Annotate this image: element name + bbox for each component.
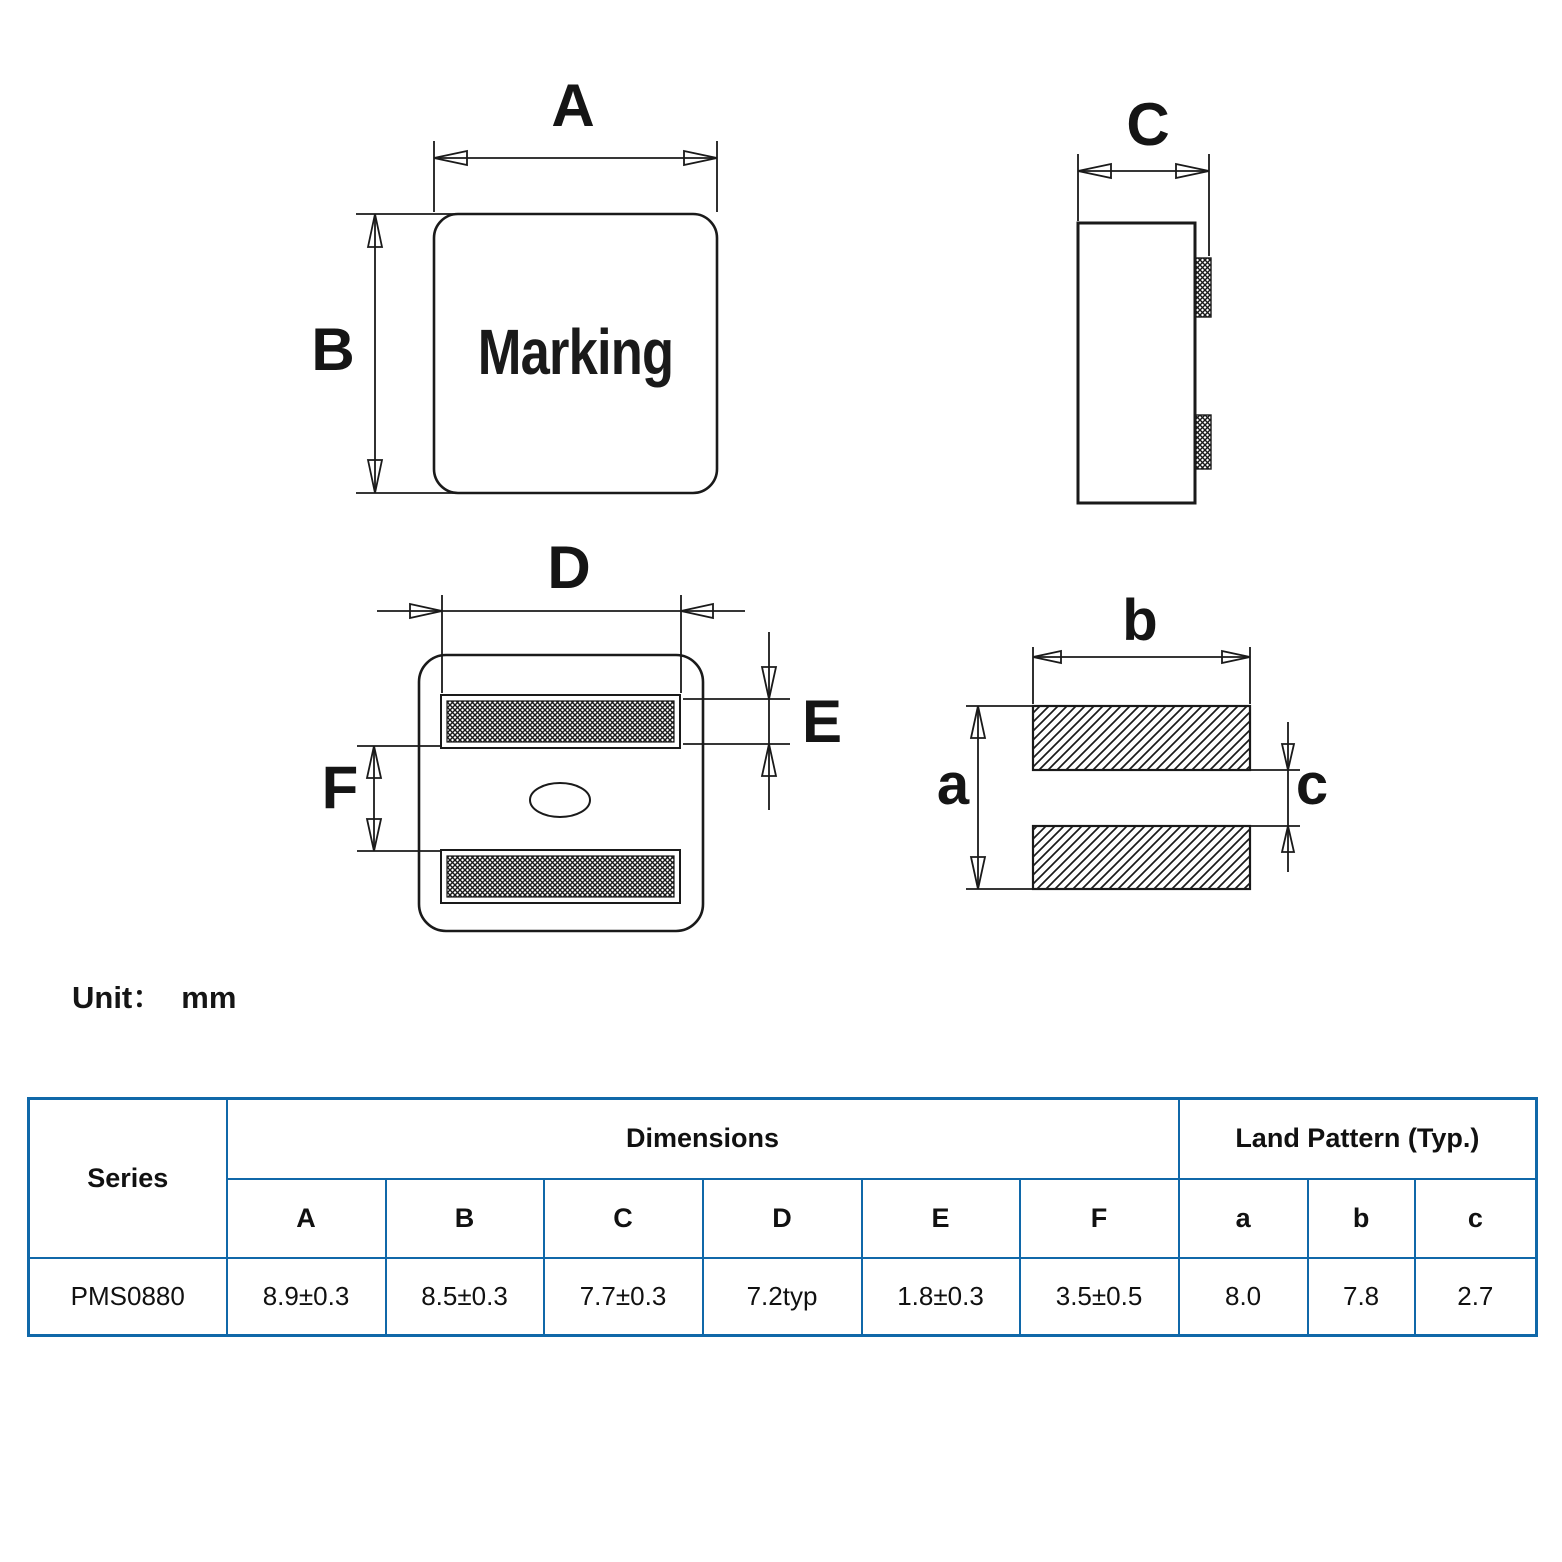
cell-land-b: 7.8 — [1308, 1258, 1415, 1336]
land-pad-bottom — [1033, 826, 1250, 889]
cell-dim-C: 7.7±0.3 — [544, 1258, 703, 1336]
table-subheader-A: A — [227, 1179, 386, 1258]
land-pattern-drawing — [966, 647, 1300, 889]
table-subheader-a: a — [1179, 1179, 1308, 1258]
table-subheader-F: F — [1020, 1179, 1179, 1258]
dim-label-a: a — [936, 752, 970, 817]
center-ellipse-mark — [530, 783, 590, 817]
cell-dim-E: 1.8±0.3 — [862, 1258, 1020, 1336]
cell-dim-A: 8.9±0.3 — [227, 1258, 386, 1336]
dim-c-extension-lines — [1078, 154, 1209, 256]
dim-d-extension-lines — [442, 595, 681, 693]
cell-land-c: 2.7 — [1415, 1258, 1537, 1336]
unit-note — [72, 972, 236, 1017]
dim-lp-b-extension-lines — [1033, 647, 1250, 704]
dim-b-extension-lines — [356, 214, 462, 493]
side-body-outline — [1078, 223, 1195, 503]
dim-label-B: B — [311, 316, 355, 383]
cell-land-a: 8.0 — [1179, 1258, 1308, 1336]
table-header-dimensions: Dimensions — [227, 1099, 1179, 1179]
dim-e-extension-lines — [683, 699, 790, 744]
dim-label-F: F — [321, 754, 359, 821]
dim-label-b: b — [1122, 588, 1158, 653]
dim-label-C: C — [1126, 91, 1170, 158]
side-terminal-bottom — [1195, 415, 1211, 469]
cell-dim-B: 8.5±0.3 — [386, 1258, 544, 1336]
dim-label-c: c — [1295, 752, 1329, 817]
unit-note-value: mm — [181, 980, 237, 1015]
unit-note-label: Unit： — [72, 980, 164, 1015]
dim-label-A: A — [551, 72, 595, 139]
cell-series-value: PMS0880 — [29, 1258, 227, 1336]
dim-label-E: E — [801, 688, 843, 755]
table-header-series: Series — [29, 1099, 227, 1258]
table-subheader-b: b — [1308, 1179, 1415, 1258]
table-subheader-B: B — [386, 1179, 544, 1258]
table-subheader-c: c — [1415, 1179, 1537, 1258]
bottom-view-drawing — [357, 595, 790, 931]
bottom-pad-bottom-hatch — [447, 856, 674, 897]
bottom-pad-top-hatch — [447, 701, 674, 742]
table-row — [29, 1258, 1537, 1336]
spec-table — [27, 1097, 1538, 1337]
dim-a-extension-lines — [434, 141, 717, 212]
table-header-land-pattern: Land Pattern (Typ.) — [1179, 1099, 1537, 1179]
cell-dim-D: 7.2typ — [703, 1258, 862, 1336]
component-marking-text: Marking — [477, 316, 674, 388]
table-subheader-C: C — [544, 1179, 703, 1258]
dim-label-D: D — [547, 534, 591, 601]
side-view-drawing — [1078, 154, 1211, 503]
land-pad-top — [1033, 706, 1250, 770]
table-subheader-E: E — [862, 1179, 1020, 1258]
cell-dim-F: 3.5±0.5 — [1020, 1258, 1179, 1336]
table-subheader-D: D — [703, 1179, 862, 1258]
side-terminal-top — [1195, 258, 1211, 317]
